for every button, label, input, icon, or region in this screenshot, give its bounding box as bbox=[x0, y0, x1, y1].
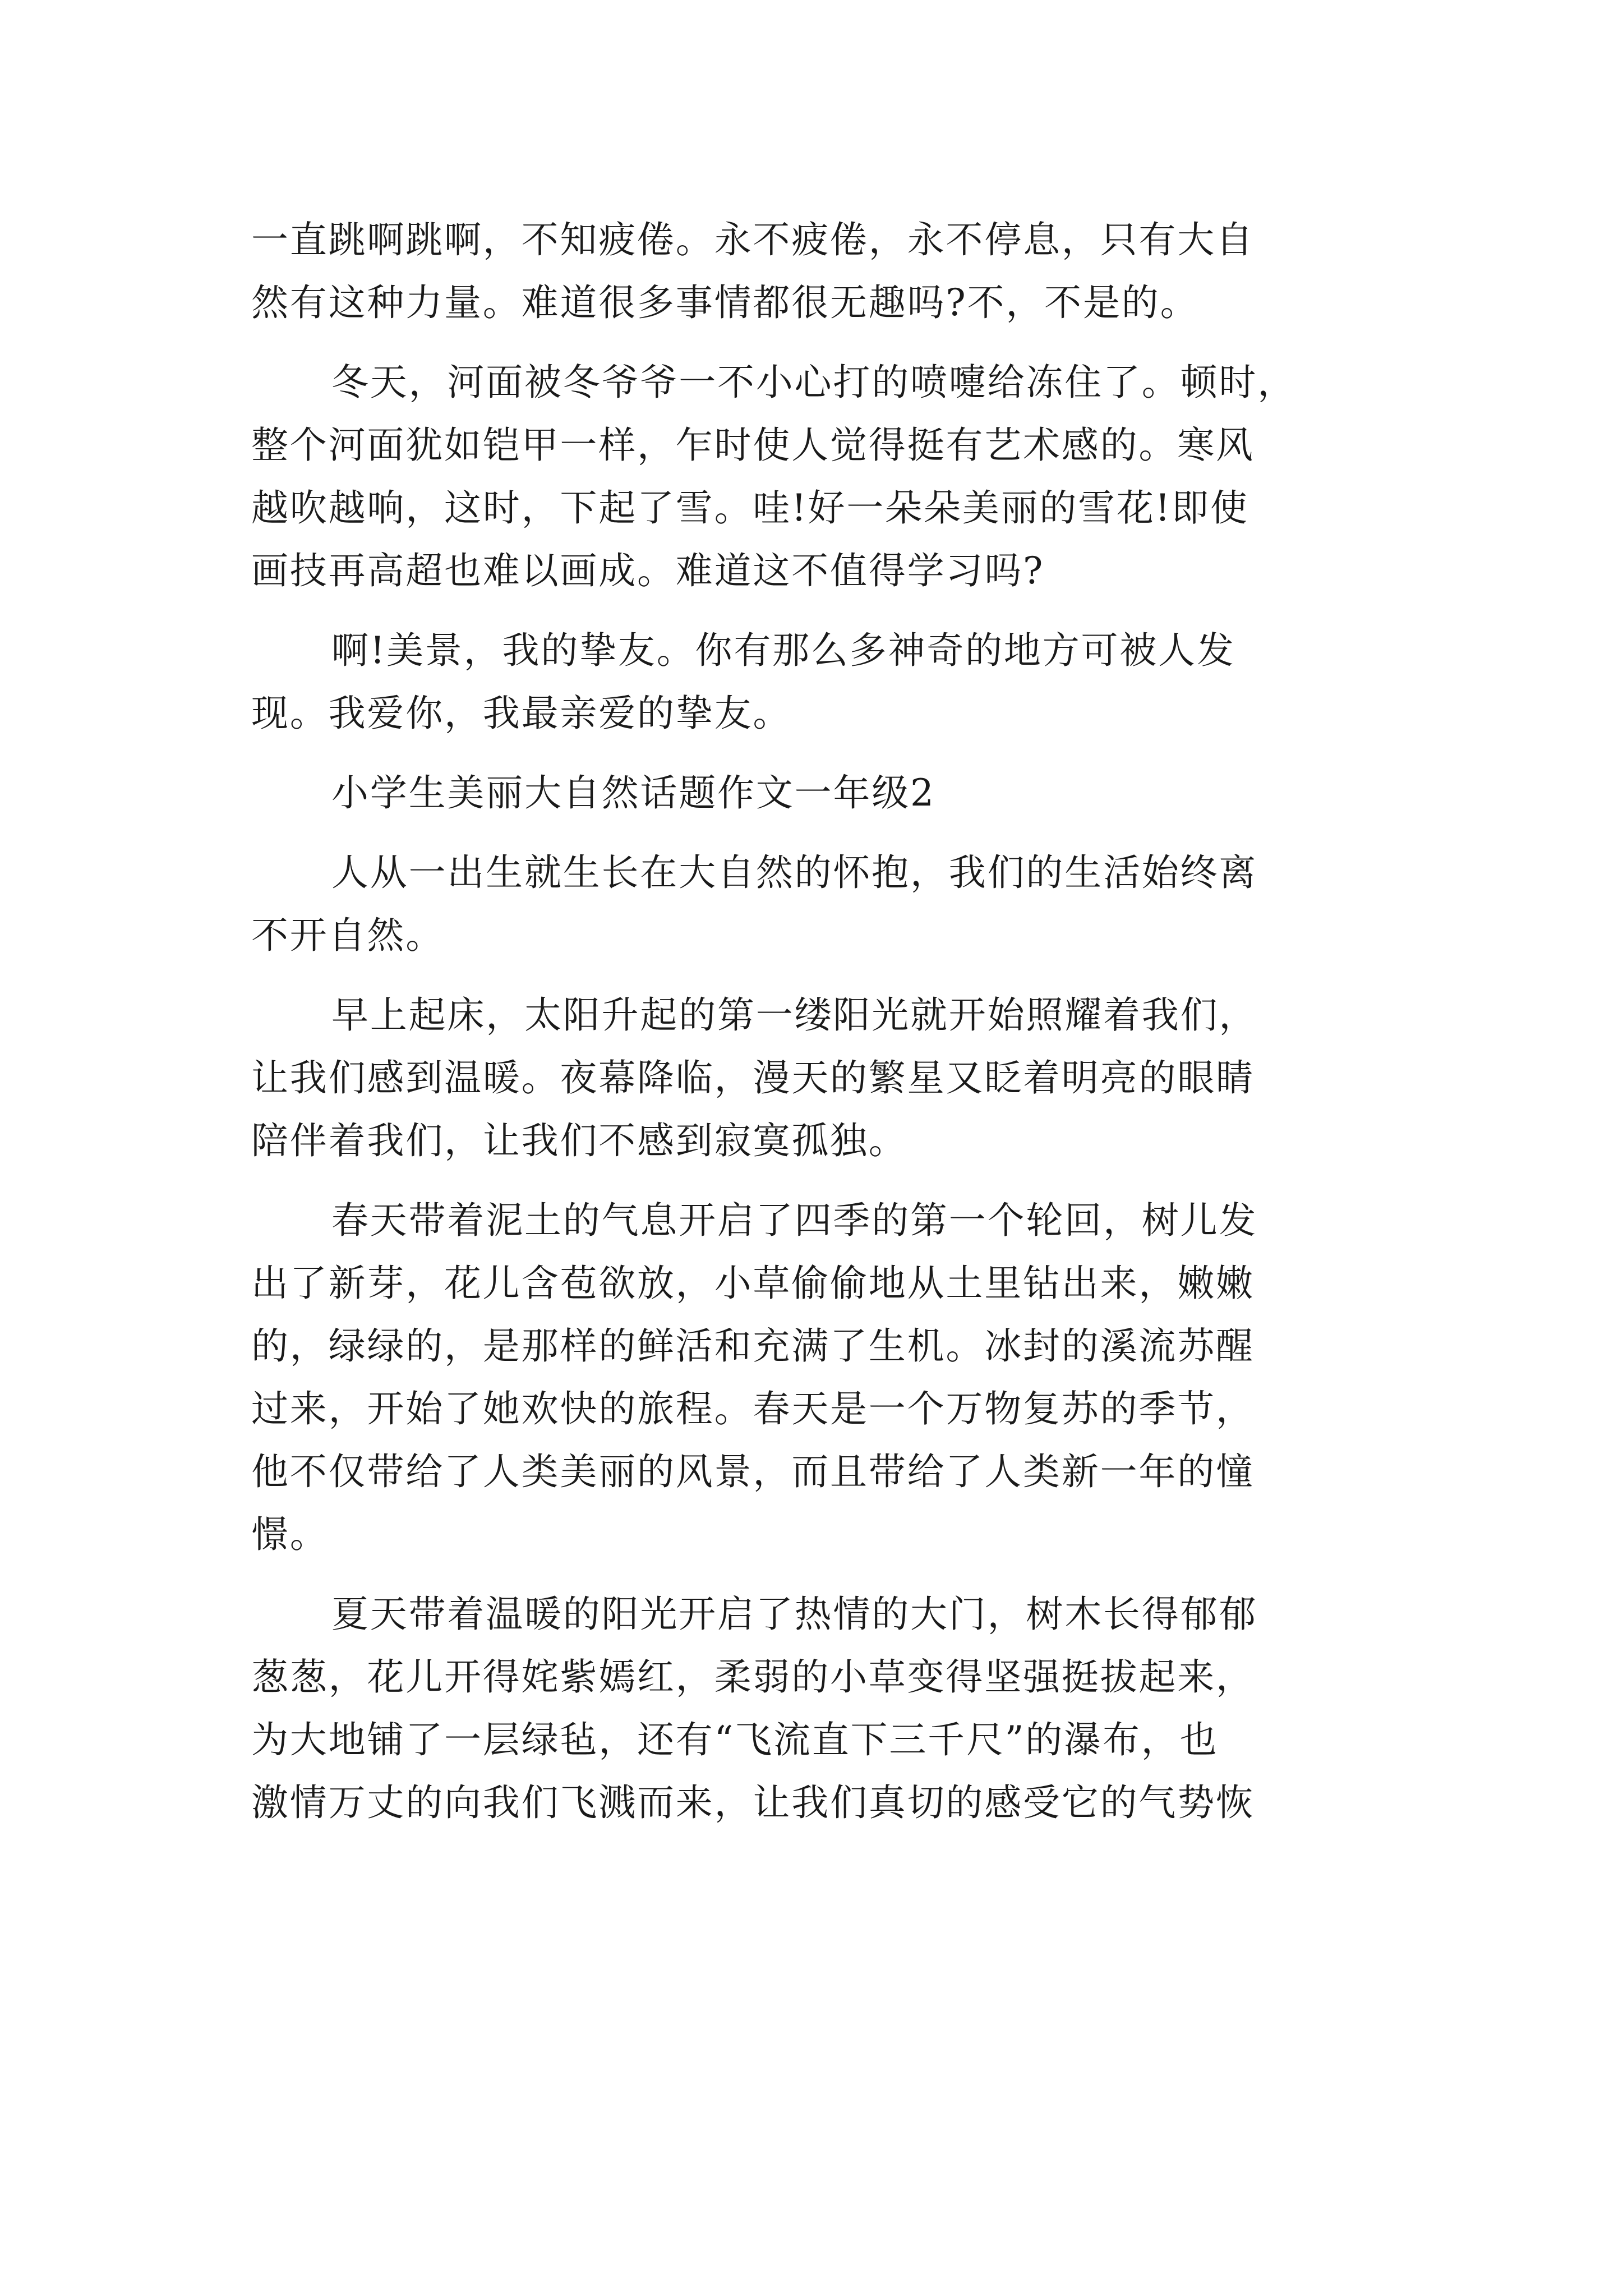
text-line: 葱葱，花儿开得姹紫嫣红，柔弱的小草变得坚强挺拔起来， bbox=[251, 1655, 1255, 1699]
text-line: 过来，开始了她欢快的旅程。春天是一个万物复苏的季节， bbox=[251, 1387, 1255, 1430]
text-line: 画技再高超也难以画成。难道这不值得学习吗? bbox=[251, 549, 1045, 592]
text-line: 然有这种力量。难道很多事情都很无趣吗?不，不是的。 bbox=[251, 281, 1199, 324]
text-line: 为大地铺了一层绿毡，还有“飞流直下三千尺”的瀑布，也 bbox=[251, 1718, 1219, 1761]
text-line: 整个河面犹如铠甲一样，乍时使人觉得挺有艺术感的。寒风 bbox=[251, 424, 1255, 467]
paragraph-first-line: 夏天带着温暖的阳光开启了热情的大门，树木长得郁郁 bbox=[331, 1593, 1258, 1636]
text-line: 憬。 bbox=[251, 1513, 329, 1556]
text-line: 陪伴着我们，让我们不感到寂寞孤独。 bbox=[251, 1119, 907, 1162]
section-heading: 小学生美丽大自然话题作文一年级2 bbox=[331, 771, 935, 815]
paragraph-first-line: 春天带着泥土的气息开启了四季的第一个轮回，树儿发 bbox=[331, 1199, 1258, 1242]
document-page bbox=[251, 209, 1390, 1834]
text-line: 现。我爱你，我最亲爱的挚友。 bbox=[251, 692, 792, 735]
text-line: 激情万丈的向我们飞溅而来，让我们真切的感受它的气势恢 bbox=[251, 1781, 1255, 1824]
text-line: 不开自然。 bbox=[251, 914, 444, 957]
text-line: 一直跳啊跳啊，不知疲倦。永不疲倦，永不停息，只有大自 bbox=[251, 218, 1255, 261]
paragraph-first-line: 人从一出生就生长在大自然的怀抱，我们的生活始终离 bbox=[331, 851, 1258, 894]
paragraph-first-line: 啊!美景，我的挚友。你有那么多神奇的地方可被人发 bbox=[331, 629, 1235, 672]
text-line: 他不仅带给了人类美丽的风景，而且带给了人类新一年的憧 bbox=[251, 1450, 1255, 1493]
text-line: 越吹越响，这时，下起了雪。哇!好一朵朵美丽的雪花!即使 bbox=[251, 486, 1249, 530]
text-line: 让我们感到温暖。夜幕降临，漫天的繁星又眨着明亮的眼睛 bbox=[251, 1056, 1255, 1099]
text-line: 的，绿绿的，是那样的鲜活和充满了生机。冰封的溪流苏醒 bbox=[251, 1324, 1255, 1368]
paragraph-first-line: 冬天，河面被冬爷爷一不小心打的喷嚏给冻住了。顿时， bbox=[331, 361, 1296, 404]
text-line: 出了新芽，花儿含苞欲放，小草偷偷地从土里钻出来，嫩嫩 bbox=[251, 1262, 1255, 1305]
paragraph-first-line: 早上起床，太阳升起的第一缕阳光就开始照耀着我们， bbox=[331, 993, 1258, 1037]
